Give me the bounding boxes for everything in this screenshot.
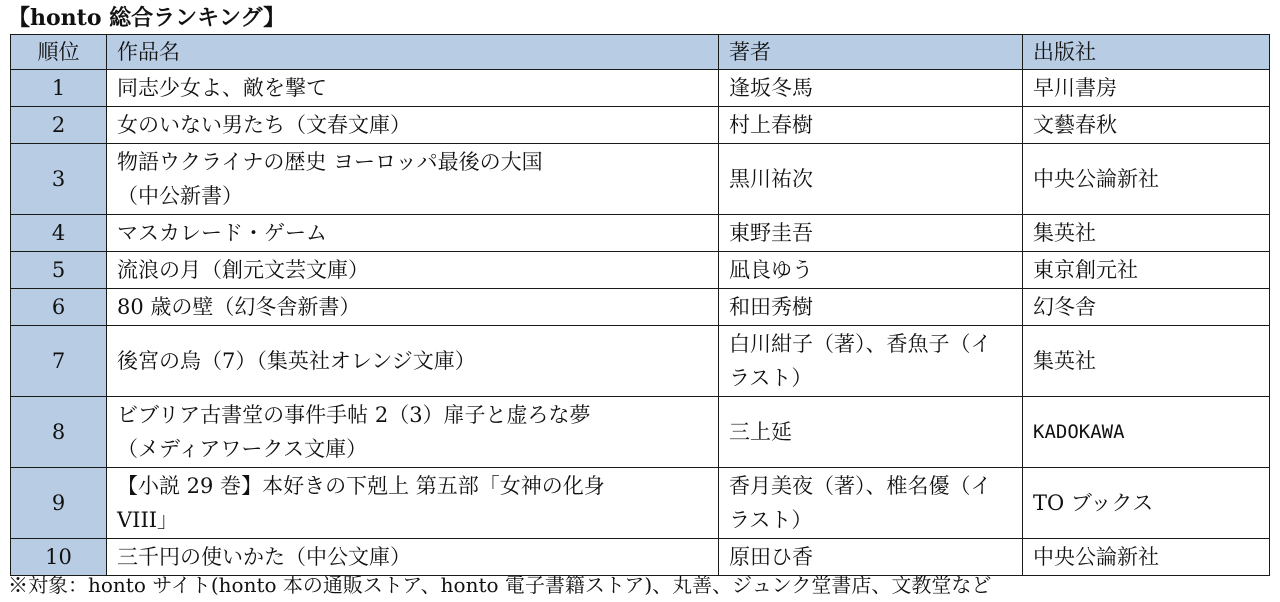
- work-title-cell: [107, 144, 719, 215]
- work-title-cell: [107, 107, 719, 144]
- rank-cell: 9: [11, 468, 107, 539]
- work-title-line: 女のいない男たち（文春文庫）: [117, 113, 411, 137]
- work-title-line: 物語ウクライナの歴史 ヨーロッパ最後の大国: [117, 150, 543, 174]
- author-cell: [719, 289, 1023, 326]
- work-title-line: （メディアワークス文庫）: [117, 437, 368, 461]
- rank-cell: 2: [11, 107, 107, 144]
- author-line: 香月美夜（著）、椎名優（イ: [729, 474, 992, 498]
- work-title-line: 【小説 29 巻】本好きの下剋上 第五部「女神の化身: [117, 474, 605, 498]
- work-title-cell: [107, 289, 719, 326]
- ranking-table: [10, 34, 1270, 576]
- rank-cell: 3: [11, 144, 107, 215]
- work-title-line: 流浪の月（創元文芸文庫）: [117, 258, 369, 282]
- author-line: 原田ひ香: [729, 545, 813, 569]
- publisher-cell: 中央公論新社: [1023, 539, 1270, 576]
- rank-cell: 8: [11, 397, 107, 468]
- publisher-cell: 早川書房: [1023, 70, 1270, 107]
- work-title-line: マスカレード・ゲーム: [117, 221, 327, 245]
- author-cell: [719, 144, 1023, 215]
- work-title-cell: [107, 397, 719, 468]
- table-row: [11, 468, 1270, 539]
- author-cell: [719, 326, 1023, 397]
- work-title-line: VIII」: [117, 508, 179, 532]
- publisher-cell: 集英社: [1023, 215, 1270, 252]
- author-line: ラスト）: [729, 508, 813, 532]
- rank-cell: 6: [11, 289, 107, 326]
- publisher-cell: 幻冬舎: [1023, 289, 1270, 326]
- header-publisher: 出版社: [1023, 35, 1270, 70]
- work-title-line: 80 歳の壁（幻冬舎新書）: [117, 295, 361, 319]
- author-line: ラスト）: [729, 366, 813, 390]
- header-author: 著者: [719, 35, 1023, 70]
- work-title-line: 同志少女よ、敵を撃て: [117, 76, 327, 100]
- author-line: 村上春樹: [729, 113, 813, 137]
- work-title-cell: [107, 468, 719, 539]
- work-title-line: 三千円の使いかた（中公文庫）: [117, 545, 411, 569]
- author-line: 逢坂冬馬: [729, 76, 813, 100]
- table-header-row: [11, 35, 1270, 70]
- page-title: 【honto 総合ランキング】: [8, 5, 286, 31]
- author-cell: [719, 70, 1023, 107]
- author-line: 三上延: [729, 420, 792, 444]
- publisher-cell: TO ブックス: [1023, 468, 1270, 539]
- author-cell: [719, 107, 1023, 144]
- table-row: [11, 326, 1270, 397]
- header-work: 作品名: [107, 35, 719, 70]
- author-cell: [719, 215, 1023, 252]
- author-line: 東野圭吾: [729, 221, 813, 245]
- author-cell: [719, 468, 1023, 539]
- table-row: [11, 252, 1270, 289]
- rank-cell: 10: [11, 539, 107, 576]
- publisher-cell: 集英社: [1023, 326, 1270, 397]
- rank-cell: 7: [11, 326, 107, 397]
- publisher-cell: 中央公論新社: [1023, 144, 1270, 215]
- author-line: 和田秀樹: [729, 295, 813, 319]
- publisher-cell: 東京創元社: [1023, 252, 1270, 289]
- header-rank: 順位: [11, 35, 107, 70]
- footnote: ※対象：honto サイト(honto 本の通販ストア、honto 電子書籍ストア)、丸善、ジュンク堂書店、文教堂など: [8, 573, 992, 597]
- rank-cell: 4: [11, 215, 107, 252]
- rank-cell: 1: [11, 70, 107, 107]
- publisher-cell: KADOKAWA: [1023, 397, 1270, 468]
- table-row: [11, 289, 1270, 326]
- work-title-cell: [107, 215, 719, 252]
- work-title-line: 後宮の烏（7）（集英社オレンジ文庫）: [117, 349, 476, 373]
- table-row: [11, 70, 1270, 107]
- work-title-line: ビブリア古書堂の事件手帖 2（3）扉子と虚ろな夢: [117, 403, 591, 427]
- table-row: [11, 144, 1270, 215]
- author-cell: [719, 397, 1023, 468]
- work-title-cell: [107, 252, 719, 289]
- work-title-cell: [107, 326, 719, 397]
- author-line: 白川紺子（著）、香魚子（イ: [729, 332, 992, 356]
- table-row: [11, 107, 1270, 144]
- publisher-cell: 文藝春秋: [1023, 107, 1270, 144]
- work-title-line: （中公新書）: [117, 184, 243, 208]
- author-line: 黒川祐次: [729, 167, 813, 191]
- table-row: [11, 397, 1270, 468]
- rank-cell: 5: [11, 252, 107, 289]
- table-row: [11, 215, 1270, 252]
- work-title-cell: [107, 70, 719, 107]
- table-body: [11, 70, 1270, 576]
- author-line: 凪良ゆう: [729, 258, 813, 282]
- author-cell: [719, 252, 1023, 289]
